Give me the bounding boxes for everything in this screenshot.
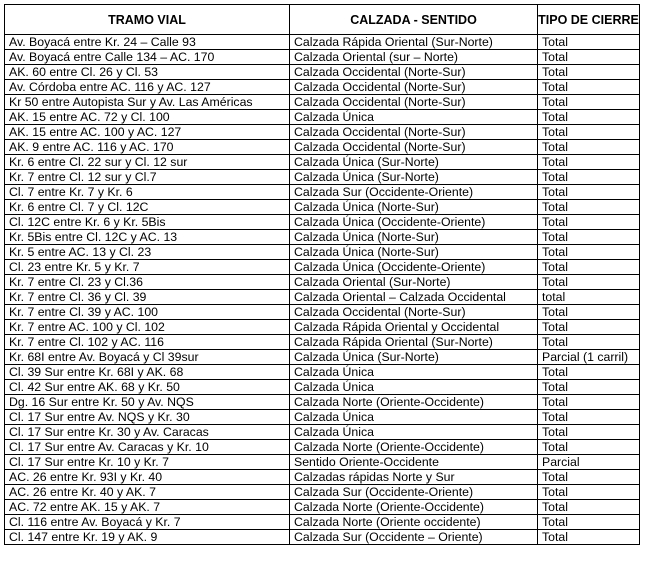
tipo-cierre-cell: Total xyxy=(538,200,640,215)
calzada-sentido-cell: Calzadas rápidas Norte y Sur xyxy=(290,470,538,485)
tramo-vial-cell: Kr. 6 entre Cl. 22 sur y Cl. 12 sur xyxy=(5,155,290,170)
calzada-sentido-cell: Calzada Rápida Oriental y Occidental xyxy=(290,320,538,335)
tramo-vial-cell: Kr. 5Bis entre Cl. 12C y AC. 13 xyxy=(5,230,290,245)
tipo-cierre-cell: Parcial xyxy=(538,455,640,470)
table-header-row xyxy=(5,5,640,35)
table-row xyxy=(5,335,640,350)
table-row xyxy=(5,35,640,50)
calzada-sentido-cell: Calzada Occidental (Norte-Sur) xyxy=(290,305,538,320)
tipo-cierre-cell: Total xyxy=(538,170,640,185)
table-row xyxy=(5,380,640,395)
tramo-vial-cell: Cl. 17 Sur entre Av. NQS y Kr. 30 xyxy=(5,410,290,425)
tipo-cierre-cell: Total xyxy=(538,35,640,50)
calzada-sentido-cell: Calzada Única (Occidente-Oriente) xyxy=(290,260,538,275)
tipo-cierre-cell: Total xyxy=(538,230,640,245)
tipo-cierre-cell: total xyxy=(538,290,640,305)
header-tramo-vial: TRAMO VIAL xyxy=(5,5,290,35)
calzada-sentido-cell: Calzada Sur (Occidente-Oriente) xyxy=(290,485,538,500)
table-row xyxy=(5,275,640,290)
tipo-cierre-cell: Total xyxy=(538,515,640,530)
tramo-vial-cell: Kr. 5 entre AC. 13 y Cl. 23 xyxy=(5,245,290,260)
calzada-sentido-cell: Calzada Occidental (Norte-Sur) xyxy=(290,140,538,155)
table-row xyxy=(5,140,640,155)
calzada-sentido-cell: Sentido Oriente-Occidente xyxy=(290,455,538,470)
table-row xyxy=(5,230,640,245)
table-row xyxy=(5,500,640,515)
calzada-sentido-cell: Calzada Única xyxy=(290,425,538,440)
calzada-sentido-cell: Calzada Norte (Oriente-Occidente) xyxy=(290,440,538,455)
table-row xyxy=(5,95,640,110)
table-row xyxy=(5,185,640,200)
header-tipo-cierre: TIPO DE CIERRE xyxy=(538,5,640,35)
tipo-cierre-cell: Total xyxy=(538,185,640,200)
tramo-vial-cell: Cl. 42 Sur entre AK. 68 y Kr. 50 xyxy=(5,380,290,395)
table-row xyxy=(5,515,640,530)
tramo-vial-cell: Cl. 147 entre Kr. 19 y AK. 9 xyxy=(5,530,290,545)
table-row xyxy=(5,110,640,125)
calzada-sentido-cell: Calzada Única (Sur-Norte) xyxy=(290,350,538,365)
calzada-sentido-cell: Calzada Única (Norte-Sur) xyxy=(290,230,538,245)
calzada-sentido-cell: Calzada Sur (Occidente-Oriente) xyxy=(290,185,538,200)
road-closures-table xyxy=(4,4,640,545)
tramo-vial-cell: Kr. 7 entre Cl. 39 y AC. 100 xyxy=(5,305,290,320)
tramo-vial-cell: Kr. 68I entre Av. Boyacá y Cl 39sur xyxy=(5,350,290,365)
table-row xyxy=(5,425,640,440)
tramo-vial-cell: Dg. 16 Sur entre Kr. 50 y Av. NQS xyxy=(5,395,290,410)
calzada-sentido-cell: Calzada Única xyxy=(290,380,538,395)
table-row xyxy=(5,170,640,185)
tipo-cierre-cell: Total xyxy=(538,380,640,395)
tipo-cierre-cell: Total xyxy=(538,335,640,350)
tramo-vial-cell: AK. 15 entre AC. 100 y AC. 127 xyxy=(5,125,290,140)
tipo-cierre-cell: Total xyxy=(538,425,640,440)
table-row xyxy=(5,530,640,545)
tramo-vial-cell: Kr. 7 entre Cl. 12 sur y Cl.7 xyxy=(5,170,290,185)
tramo-vial-cell: Kr. 7 entre AC. 100 y Cl. 102 xyxy=(5,320,290,335)
table-row xyxy=(5,395,640,410)
tipo-cierre-cell: Total xyxy=(538,500,640,515)
table-row xyxy=(5,260,640,275)
calzada-sentido-cell: Calzada Norte (Oriente-Occidente) xyxy=(290,395,538,410)
table-row xyxy=(5,200,640,215)
table-row xyxy=(5,485,640,500)
calzada-sentido-cell: Calzada Rápida Oriental (Sur-Norte) xyxy=(290,335,538,350)
tipo-cierre-cell: Total xyxy=(538,410,640,425)
calzada-sentido-cell: Calzada Única xyxy=(290,410,538,425)
tramo-vial-cell: Cl. 23 entre Kr. 5 y Kr. 7 xyxy=(5,260,290,275)
calzada-sentido-cell: Calzada Norte (Oriente occidente) xyxy=(290,515,538,530)
table-row xyxy=(5,290,640,305)
calzada-sentido-cell: Calzada Única (Norte-Sur) xyxy=(290,245,538,260)
table-row xyxy=(5,410,640,425)
tipo-cierre-cell: Total xyxy=(538,365,640,380)
tipo-cierre-cell: Total xyxy=(538,125,640,140)
tramo-vial-cell: Cl. 12C entre Kr. 6 y Kr. 5Bis xyxy=(5,215,290,230)
tramo-vial-cell: Kr. 7 entre Cl. 23 y Cl.36 xyxy=(5,275,290,290)
table-row xyxy=(5,350,640,365)
calzada-sentido-cell: Calzada Única (Sur-Norte) xyxy=(290,155,538,170)
calzada-sentido-cell: Calzada Única (Occidente-Oriente) xyxy=(290,215,538,230)
table-row xyxy=(5,65,640,80)
tipo-cierre-cell: Parcial (1 carril) xyxy=(538,350,640,365)
table-row xyxy=(5,365,640,380)
tramo-vial-cell: AC. 26 entre Kr. 93I y Kr. 40 xyxy=(5,470,290,485)
tipo-cierre-cell: Total xyxy=(538,110,640,125)
tramo-vial-cell: Cl. 39 Sur entre Kr. 68I y AK. 68 xyxy=(5,365,290,380)
tipo-cierre-cell: Total xyxy=(538,320,640,335)
tramo-vial-cell: Av. Córdoba entre AC. 116 y AC. 127 xyxy=(5,80,290,95)
tipo-cierre-cell: Total xyxy=(538,245,640,260)
calzada-sentido-cell: Calzada Única (Norte-Sur) xyxy=(290,200,538,215)
table-row xyxy=(5,155,640,170)
tipo-cierre-cell: Total xyxy=(538,530,640,545)
calzada-sentido-cell: Calzada Rápida Oriental (Sur-Norte) xyxy=(290,35,538,50)
table-row xyxy=(5,80,640,95)
tramo-vial-cell: Kr. 6 entre Cl. 7 y Cl. 12C xyxy=(5,200,290,215)
table-row xyxy=(5,125,640,140)
calzada-sentido-cell: Calzada Occidental (Norte-Sur) xyxy=(290,65,538,80)
tipo-cierre-cell: Total xyxy=(538,260,640,275)
tramo-vial-cell: AK. 60 entre Cl. 26 y Cl. 53 xyxy=(5,65,290,80)
tramo-vial-cell: Av. Boyacá entre Kr. 24 – Calle 93 xyxy=(5,35,290,50)
table-row xyxy=(5,455,640,470)
tramo-vial-cell: Kr. 7 entre Cl. 36 y Cl. 39 xyxy=(5,290,290,305)
calzada-sentido-cell: Calzada Única xyxy=(290,110,538,125)
tipo-cierre-cell: Total xyxy=(538,155,640,170)
table-row xyxy=(5,215,640,230)
tipo-cierre-cell: Total xyxy=(538,485,640,500)
table-row xyxy=(5,305,640,320)
tramo-vial-cell: Cl. 7 entre Kr. 7 y Kr. 6 xyxy=(5,185,290,200)
tramo-vial-cell: Cl. 17 Sur entre Kr. 10 y Kr. 7 xyxy=(5,455,290,470)
calzada-sentido-cell: Calzada Oriental (sur – Norte) xyxy=(290,50,538,65)
tramo-vial-cell: Kr 50 entre Autopista Sur y Av. Las Américas xyxy=(5,95,290,110)
calzada-sentido-cell: Calzada Occidental (Norte-Sur) xyxy=(290,95,538,110)
table-row xyxy=(5,50,640,65)
tramo-vial-cell: AK. 15 entre AC. 72 y Cl. 100 xyxy=(5,110,290,125)
calzada-sentido-cell: Calzada Oriental – Calzada Occidental xyxy=(290,290,538,305)
tramo-vial-cell: AC. 26 entre Kr. 40 y AK. 7 xyxy=(5,485,290,500)
tipo-cierre-cell: Total xyxy=(538,140,640,155)
calzada-sentido-cell: Calzada Única xyxy=(290,365,538,380)
calzada-sentido-cell: Calzada Norte (Oriente-Occidente) xyxy=(290,500,538,515)
tipo-cierre-cell: Total xyxy=(538,470,640,485)
table-row xyxy=(5,245,640,260)
calzada-sentido-cell: Calzada Oriental (Sur-Norte) xyxy=(290,275,538,290)
tramo-vial-cell: Cl. 17 Sur entre Av. Caracas y Kr. 10 xyxy=(5,440,290,455)
tipo-cierre-cell: Total xyxy=(538,80,640,95)
calzada-sentido-cell: Calzada Occidental (Norte-Sur) xyxy=(290,125,538,140)
tipo-cierre-cell: Total xyxy=(538,95,640,110)
table-row xyxy=(5,440,640,455)
table-row xyxy=(5,470,640,485)
tipo-cierre-cell: Total xyxy=(538,440,640,455)
tramo-vial-cell: Cl. 116 entre Av. Boyacá y Kr. 7 xyxy=(5,515,290,530)
tipo-cierre-cell: Total xyxy=(538,395,640,410)
tipo-cierre-cell: Total xyxy=(538,275,640,290)
tramo-vial-cell: Kr. 7 entre Cl. 102 y AC. 116 xyxy=(5,335,290,350)
calzada-sentido-cell: Calzada Única (Sur-Norte) xyxy=(290,170,538,185)
calzada-sentido-cell: Calzada Sur (Occidente – Oriente) xyxy=(290,530,538,545)
tramo-vial-cell: AC. 72 entre AK. 15 y AK. 7 xyxy=(5,500,290,515)
tipo-cierre-cell: Total xyxy=(538,65,640,80)
header-calzada-sentido: CALZADA - SENTIDO xyxy=(290,5,538,35)
tipo-cierre-cell: Total xyxy=(538,215,640,230)
tramo-vial-cell: Av. Boyacá entre Calle 134 – AC. 170 xyxy=(5,50,290,65)
tramo-vial-cell: AK. 9 entre AC. 116 y AC. 170 xyxy=(5,140,290,155)
table-row xyxy=(5,320,640,335)
tipo-cierre-cell: Total xyxy=(538,305,640,320)
tipo-cierre-cell: Total xyxy=(538,50,640,65)
calzada-sentido-cell: Calzada Occidental (Norte-Sur) xyxy=(290,80,538,95)
tramo-vial-cell: Cl. 17 Sur entre Kr. 30 y Av. Caracas xyxy=(5,425,290,440)
